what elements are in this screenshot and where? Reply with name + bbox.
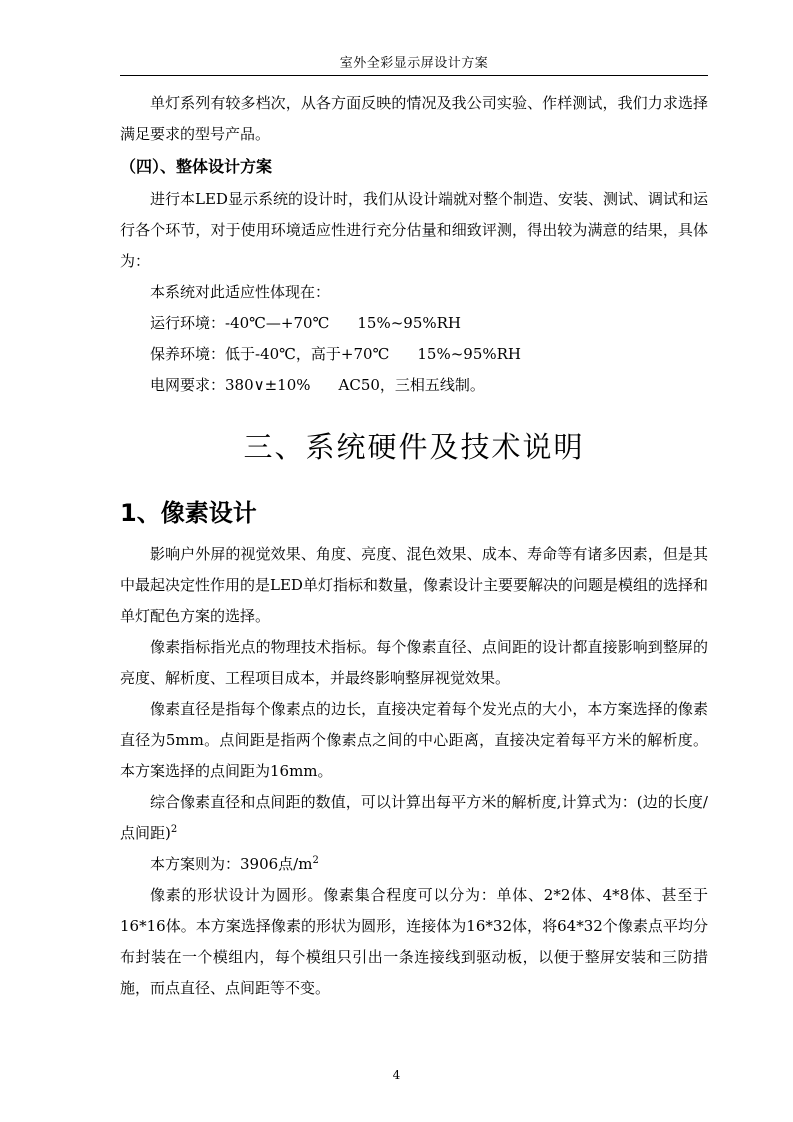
pixel-paragraph-5	[120, 849, 708, 880]
chapter-title: 三、系统硬件及技术说明	[243, 430, 585, 464]
section-heading-overall-design: （四）、整体设计方案	[120, 157, 273, 176]
overall-design-paragraph: 进行本LED显示系统的设计时，我们从设计端就对整个制造、安装、测试、调试和运行各个环节，对于使用环境适应性进行充分估量和细致评测，得出较为满意的结果，具体为：	[120, 190, 708, 270]
page-number: 4	[392, 1068, 401, 1082]
running-header: 室外全彩显示屏设计方案	[339, 56, 489, 71]
pixel-paragraph-3: 像素直径是指每个像素点的边长，直接决定着每个发光点的大小，本方案选择的像素直径为5mm。点间距是指两个像素点之间的中心距离，直接决定着每平方米的解析度。本方案选择的点间距为16mm。	[120, 700, 708, 780]
header-rule	[120, 75, 708, 76]
env-operating-label: 运行环境：-40℃—+70℃	[150, 314, 330, 332]
env-power-label: 电网要求：380∨±10%	[150, 376, 311, 394]
pixel-paragraph-2: 像素指标指光点的物理技术指标。每个像素直径、点间距的设计都直接影响到整屏的亮度、解析度、工程项目成本，并最终影响整屏视觉效果。	[120, 638, 708, 687]
pixel-paragraph-1: 影响户外屏的视觉效果、角度、亮度、混色效果、成本、寿命等有诸多因素，但是其中最起决定性作用的是LED单灯指标和数量，像素设计主要要解决的问题是模组的选择和单灯配色方案的选择。	[120, 545, 708, 625]
env-operating	[120, 308, 708, 339]
env-power-value: AC50，三相五线制。	[338, 376, 485, 394]
env-storage	[120, 339, 708, 370]
adaptability-intro: 本系统对此适应性体现在：	[150, 283, 331, 301]
resolution-result-text: 本方案则为：3906点/m	[150, 855, 313, 873]
section-heading-pixel-design: 1、像素设计	[120, 499, 257, 527]
formula-exponent: 2	[170, 824, 178, 835]
env-storage-label: 保养环境：低于-40℃，高于+70℃	[150, 345, 390, 363]
env-power	[120, 370, 708, 401]
env-storage-value: 15%~95%RH	[417, 345, 521, 363]
pixel-paragraph-6: 像素的形状设计为圆形。像素集合程度可以分为：单体、2*2体、4*8体、甚至于16*16体。本方案选择像素的形状为圆形，连接体为16*32体，将64*32个像素点平均分布封装在一个模组内，每个模组只引出一条连接线到驱动板，以便于整屏安装和三防措施，而点直径、点间距等不变。	[120, 886, 708, 997]
resolution-formula-text: 综合像素直径和点间距的数值，可以计算出每平方米的解析度,计算式为：(边的长度/点间距)	[120, 793, 708, 842]
page-content	[120, 88, 708, 1004]
result-exponent: 2	[312, 855, 319, 866]
pixel-paragraph-4	[120, 787, 708, 849]
intro-paragraph: 单灯系列有较多档次，从各方面反映的情况及我公司实验、作样测试，我们力求选择满足要求的型号产品。	[120, 94, 708, 143]
env-operating-value: 15%~95%RH	[357, 314, 461, 332]
